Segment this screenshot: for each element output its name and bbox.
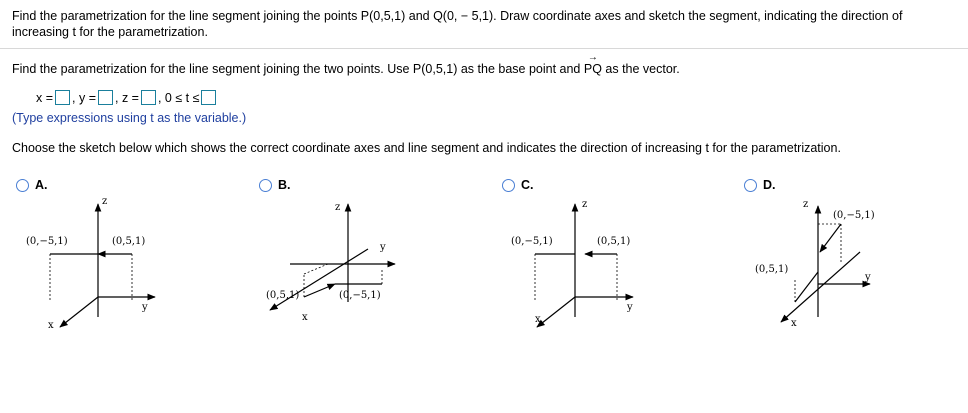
option-b-radio[interactable] <box>259 179 272 192</box>
x-label: x <box>48 320 54 331</box>
t-upper-input[interactable] <box>201 90 216 105</box>
z-label: z <box>582 199 588 210</box>
option-c-label: C. <box>521 178 534 192</box>
instruction-before: Find the parametrization for the line segment joining the two points. Use P(0,5,1) as the base point and <box>12 62 584 76</box>
left-point-label: (0,5,1) <box>266 290 300 301</box>
left-point-label: (0,−5,1) <box>511 236 553 247</box>
vector-pq <box>583 52 602 76</box>
question-text: Find the parametrization for the line segment joining the points P(0,5,1) and Q(0, − 5,1). Draw coordinate axes and sketch the segment, indicating the direction of increasing t for the parametrization. <box>12 9 903 39</box>
right-point-label: (0,5,1) <box>597 236 631 247</box>
hint-text: (Type expressions using t as the variable.) <box>12 111 247 125</box>
option-d-label: D. <box>763 178 776 192</box>
x-label: x <box>791 318 797 329</box>
left-point-label: (0,−5,1) <box>26 236 68 247</box>
y-label: y <box>627 302 633 313</box>
vector-arrow-icon: → <box>587 52 598 63</box>
option-d-sketch[interactable] <box>745 192 945 342</box>
z-label: z <box>803 199 809 210</box>
option-a-radio[interactable] <box>16 179 29 192</box>
option-a[interactable] <box>16 178 48 192</box>
z-label: z <box>335 202 341 213</box>
x-axis <box>60 297 98 327</box>
vector-label: PQ <box>583 62 602 76</box>
option-a-sketch[interactable] <box>20 192 220 342</box>
z-label: z <box>102 196 108 207</box>
y-label: y <box>865 272 871 283</box>
x-label: x <box>302 312 308 323</box>
x-axis <box>537 297 575 327</box>
instruction-text <box>12 52 680 76</box>
answer-row <box>36 90 218 105</box>
option-d[interactable] <box>744 178 776 192</box>
right-point-label: (0,−5,1) <box>339 290 381 301</box>
segment-right <box>820 224 841 252</box>
y-label: y <box>380 242 386 253</box>
instruction-after: as the vector. <box>601 62 680 76</box>
option-c[interactable] <box>502 178 534 192</box>
divider <box>0 48 968 49</box>
z-label: , z = <box>115 90 139 105</box>
z-answer-input[interactable] <box>141 90 156 105</box>
option-c-sketch[interactable] <box>505 192 705 342</box>
x-axis <box>781 252 860 322</box>
option-b-sketch[interactable] <box>260 192 460 342</box>
y-label: , y = <box>72 90 96 105</box>
choose-text: Choose the sketch below which shows the correct coordinate axes and line segment and indicates the direction of increasing t for the parametrization. <box>12 141 841 155</box>
option-b-label: B. <box>278 178 291 192</box>
option-a-label: A. <box>35 178 48 192</box>
guide-line <box>304 264 328 274</box>
left-point-label: (0,5,1) <box>755 264 789 275</box>
x-answer-input[interactable] <box>55 90 70 105</box>
option-b[interactable] <box>259 178 291 192</box>
option-c-radio[interactable] <box>502 179 515 192</box>
x-label: x = <box>36 90 54 105</box>
right-point-label: (0,−5,1) <box>833 210 875 221</box>
t-range-label: , 0 ≤ t ≤ <box>157 90 200 105</box>
option-d-radio[interactable] <box>744 179 757 192</box>
y-label: y <box>142 302 148 313</box>
right-point-label: (0,5,1) <box>112 236 146 247</box>
segment-left <box>795 272 818 302</box>
x-label: x <box>535 314 541 325</box>
y-answer-input[interactable] <box>98 90 113 105</box>
